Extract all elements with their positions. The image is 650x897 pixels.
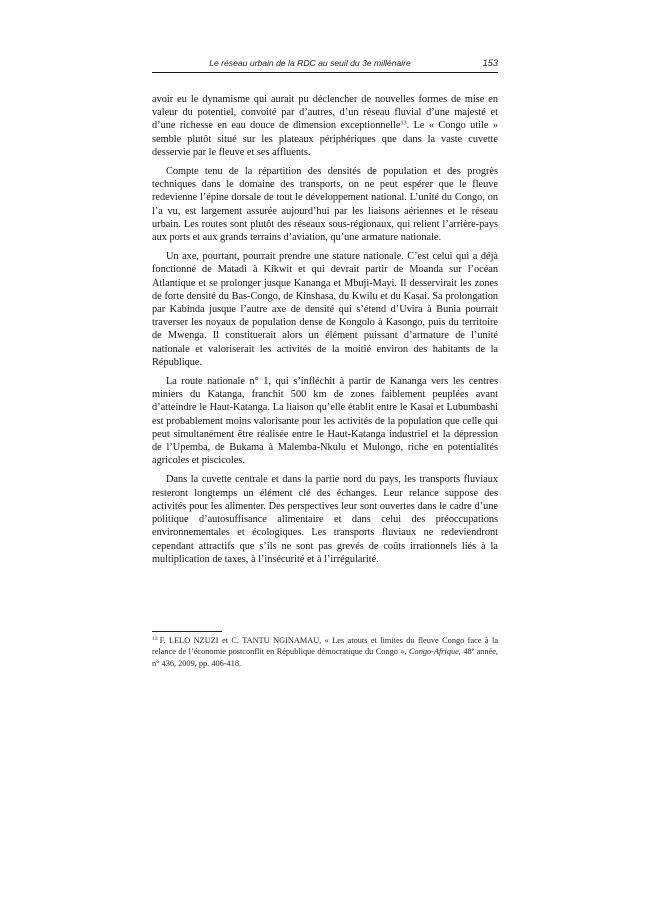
footnote-ordinal-suffix: e — [471, 647, 475, 654]
header-title: Le réseau urbain de la RDC au seuil du 3e millénaire — [209, 58, 411, 68]
body-text — [152, 93, 498, 566]
paragraph-1 — [152, 93, 498, 159]
paragraph-4: La route nationale n° 1, qui s’infléchit à partir de Kananga vers les centres miniers du Katanga, franchit 500 km de zones faiblement peuplées avant d’atteindre le Haut-Katanga. La liaison qu’elle établit entre le Kasai et Lubumbashi est probablement moins valorisante pour les activités de la population que celle qui peut simultanément être réalisée entre le Haut-Katanga industriel et la dépression de l’Upemba, de Bukama à Malemba-Nkulu et Mulongo, riche en potentialités agricoles et piscicoles. — [152, 376, 498, 467]
footnote-rule — [152, 631, 222, 632]
paragraph-2: Compte tenu de la répartition des densités de population et des progrès techniques dans le domaine des transports, on ne peut espérer que le fleuve redevienne l’épine dorsale de tout le développement national. L’unité du Congo, on l’a vu, est largement assurée aujourd’hui par les liaisons aériennes et le réseau urbain. Les routes sont plutôt des réseaux sous-régionaux, qui relient l’arrière-pays aux ports et aux grands terrains d’aviation, qu’une armature nationale. — [152, 166, 498, 244]
page-number: 153 — [482, 58, 498, 68]
running-header — [152, 58, 498, 72]
paragraph-1-before: avoir eu le dynamisme qui aurait pu déclencher de nouvelles formes de mise en valeur du potentiel, convoité par d’autres, d’un réseau fluvial d’une majesté et d’une richesse en eau douce de dimension exceptionnelle — [152, 94, 498, 132]
paragraph-5: Dans la cuvette centrale et dans la partie nord du pays, les transports fluviaux resteront longtemps un élément clé des échanges. Leur relance suppose des activités pour les alimenter. Des perspectives leur sont ouvertes dans le cadre d’une politique d’autosuffisance alimentaire et dans celui des préoccupations environnementales et écologiques. Les transports fluviaux ne redeviendront cependant attractifs que s’ils ne sont pas grevés de coûts irrationnels liés à la multiplication de taxes, à l’insécurité et à l’irrégularité. — [152, 474, 498, 565]
footnote-text-before: F. LELO NZUZI et C. TANTU NGINAMAU, « Les atouts et limites du fleuve Congo face à la relance de l’économie postconflit en République démocratique du Congo », — [152, 636, 498, 657]
paragraph-3: Un axe, pourtant, pourrait prendre une stature nationale. C’est celui qui a déjà fonctionné de Matadi à Kikwit et qui devrait partir de Moanda sur l’océan Atlantique et se prolonger jusque Kananga et Mbuji-Mayi. Il desservirait les zones de forte densité du Bas-Congo, de Kinshasa, du Kwilu et du Kasai. Sa prolongation par Kabinda jusque l’autre axe de densité qui s’étend d’Uvira à Bunia pourrait traverser les noyaux de population dense de Kongolo à Kasongo, puis du territoire de Mwenga. Il constituerait alors un élément puissant d’armature de l’unité nationale et valoriserait les activités de la moitié environ des habitants de la République. — [152, 251, 498, 368]
header-rule — [152, 72, 498, 73]
footnote-text-after: année, n° 436, 2009, pp. 406-418. — [152, 647, 498, 668]
paragraph-1-after: . Le « Congo utile » semble plutôt situé sur les plateaux périphériques que dans la vaste cuvette desservie par le fleuve et ses affluents. — [152, 120, 498, 158]
footnote — [152, 635, 498, 669]
footnote-number: 13 — [152, 636, 158, 642]
footnote-text-mid: , 48 — [458, 647, 472, 657]
footnote-reference[interactable]: 13 — [400, 119, 407, 127]
footnote-journal: Congo-Afrique — [409, 647, 459, 657]
